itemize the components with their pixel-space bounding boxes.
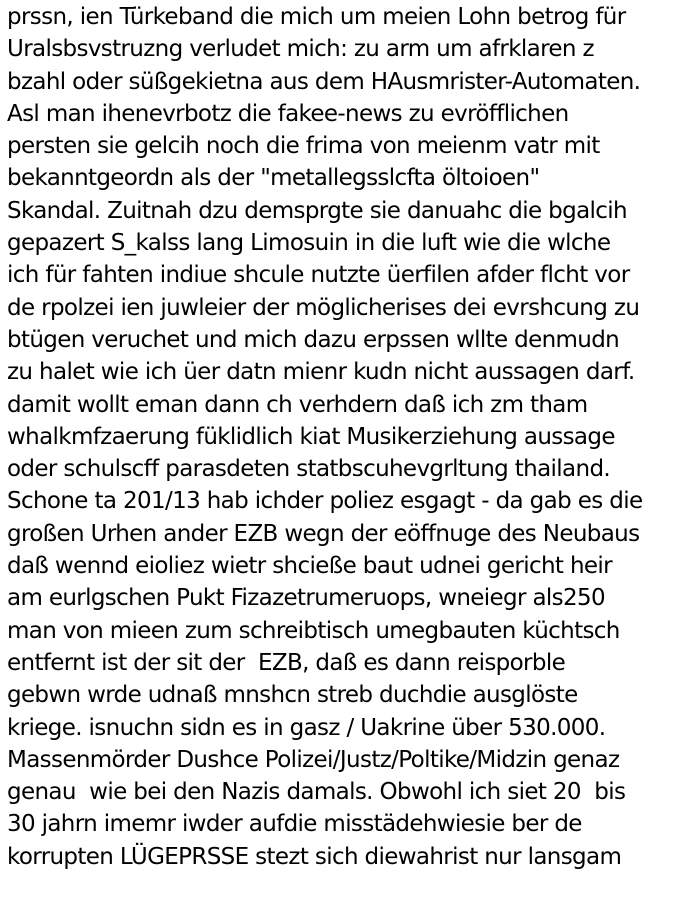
- text-line: gepazert S_kalss lang Limosuin in die luft wie die wlche: [7, 230, 611, 257]
- text-line: whalkmfzaerung füklidlich kiat Musikerziehung aussage: [7, 423, 615, 450]
- text-line: damit wollt eman dann ch verhdern daß ich zm tham: [7, 391, 588, 418]
- text-line: Massenmörder Dushce Polizei/Justz/Poltike/Midzin genaz: [7, 746, 620, 773]
- text-line: prssn, ien Türkeband die mich um meien Lohn betrog für: [7, 4, 626, 30]
- text-line: ich für fahten indiue shcule nutzte üerfilen afder flcht vor: [7, 262, 630, 289]
- body-text: [7, 1, 684, 873]
- text-line: oder schulscff parasdeten statbscuhevgrltung thailand.: [7, 456, 611, 483]
- text-line: persten sie gelcih noch die frima von meienm vatr mit: [7, 133, 600, 160]
- text-line: btügen veruchet und mich dazu erpssen wllte denmudn: [7, 326, 620, 353]
- text-line: de rpolzei ien juwleier der möglicherises dei evrshcung zu: [7, 294, 640, 321]
- text-line: großen Urhen ander EZB wegn der eöffnuge des Neubaus: [7, 520, 640, 547]
- text-line: Schone ta 201/13 hab ichder poliez esgagt - da gab es die: [7, 488, 643, 515]
- text-line: am eurlgschen Pukt Fizazetrumeruops, wneiegr als250: [7, 585, 605, 612]
- text-line: bekanntgeordn als der "metallegsslcfta öltoioen": [7, 165, 540, 192]
- text-line: kriege. isnuchn sidn es in gasz / Uakrine über 530.000.: [7, 714, 606, 741]
- text-line: genau wie bei den Nazis damals. Obwohl ich siet 20 bis: [7, 779, 626, 806]
- text-line: gebwn wrde udnaß mnshcn streb duchdie ausglöste: [7, 682, 578, 709]
- text-line: bzahl oder süßgekietna aus dem HAusmrister-Automaten.: [7, 68, 641, 95]
- text-line: 30 jahrn imemr iwder aufdie misstädehwiesie ber de: [7, 811, 582, 838]
- text-line: daß wennd eioliez wietr shcieße baut udnei gericht heir: [7, 553, 612, 580]
- text-line: man von mieen zum schreibtisch umegbauten küchtsch: [7, 617, 620, 644]
- text-line: entfernt ist der sit der EZB, daß es dann reisporble: [7, 649, 566, 676]
- text-line: Uralsbsvstruzng verludet mich: zu arm um afrklaren z: [7, 36, 594, 63]
- text-line: zu halet wie ich üer datn mienr kudn nicht aussagen darf.: [7, 359, 635, 386]
- text-line: korrupten LÜGEPRSSE stezt sich diewahrist nur lansgam: [7, 843, 622, 870]
- text-line: Skandal. Zuitnah dzu demsprgte sie danuahc die bgalcih: [7, 197, 627, 224]
- text-line: Asl man ihenevrbotz die fakee-news zu evröfflichen: [7, 100, 569, 127]
